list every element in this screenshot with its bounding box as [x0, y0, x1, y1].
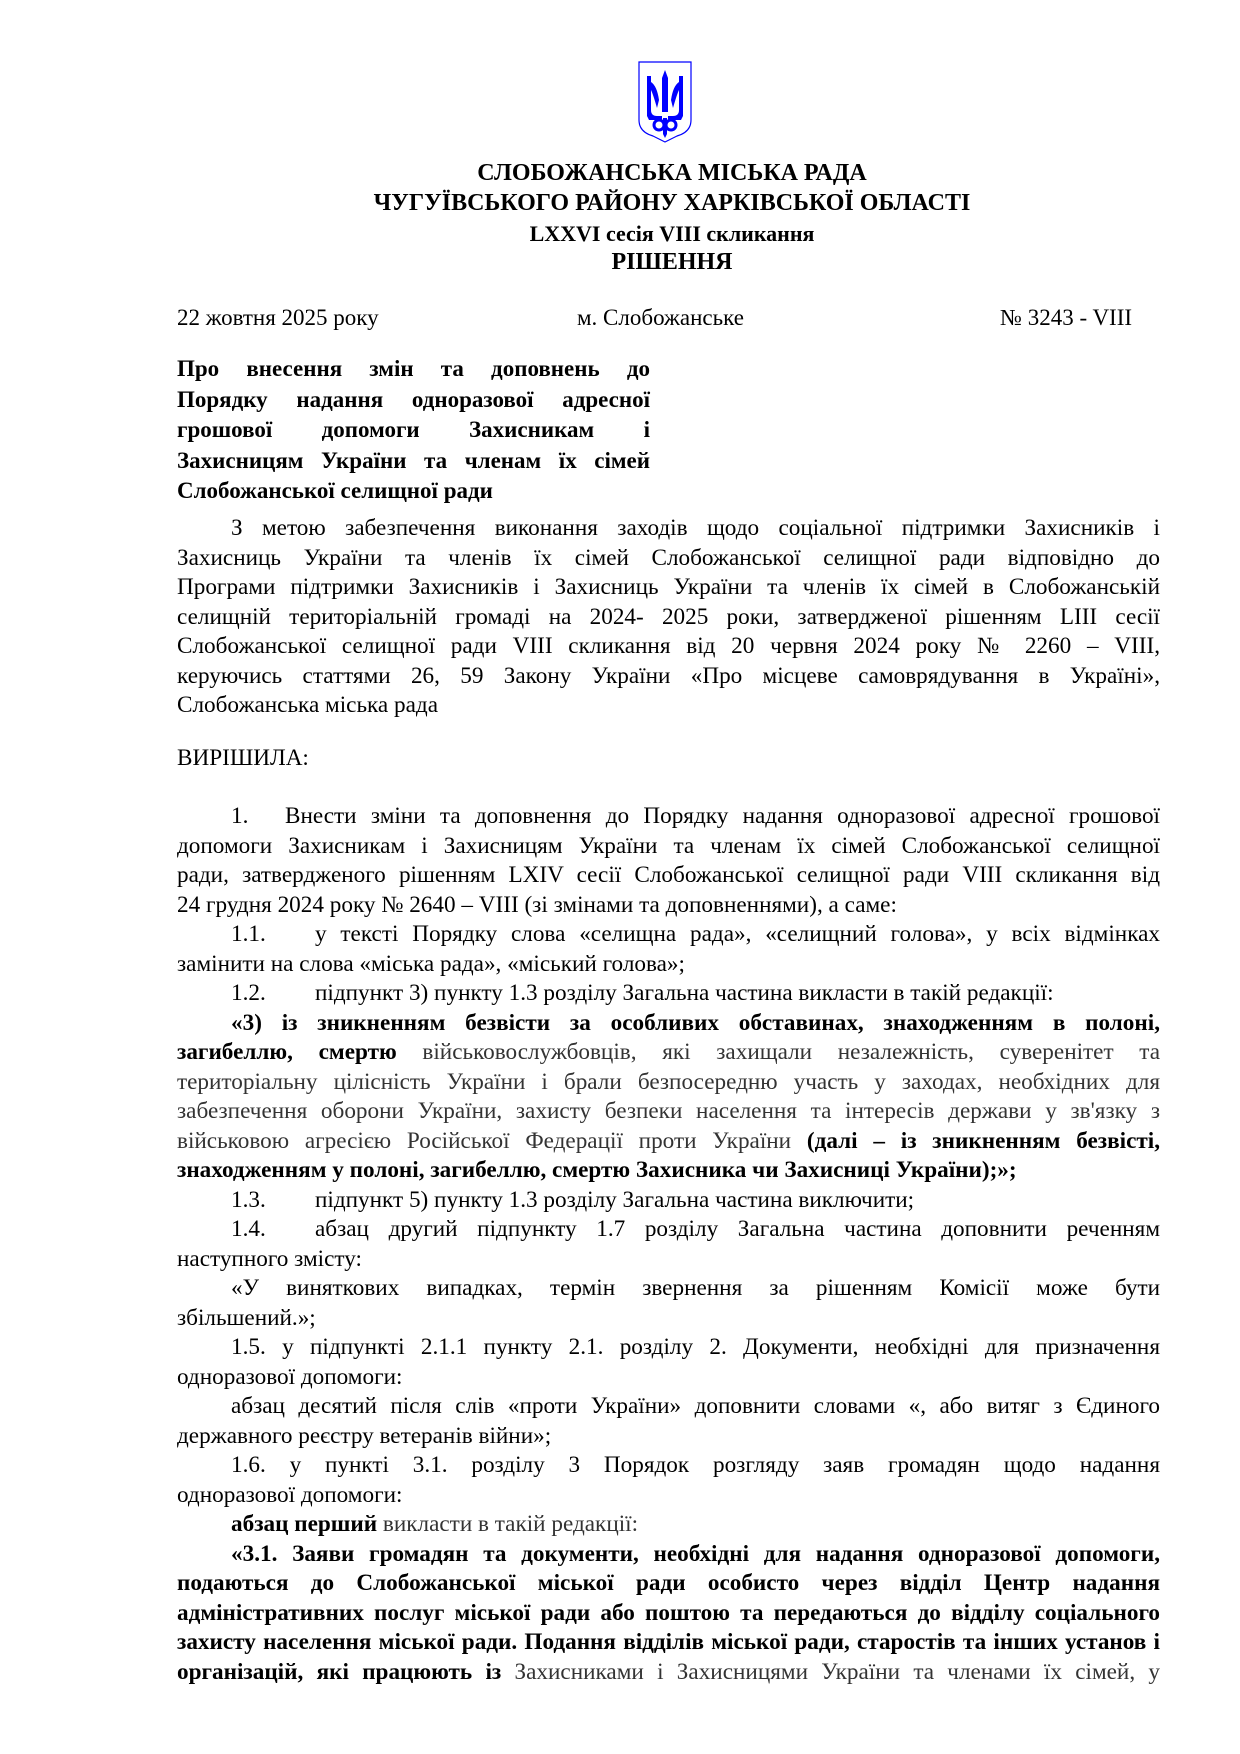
title-line: Порядку надання одноразової адресної: [177, 386, 650, 412]
quote-line: [177, 1038, 1160, 1068]
quote-line: «3.1. Заяви громадян та документи, необхідні для надання одноразової допомоги,: [231, 1540, 1160, 1567]
item-text: у тексті Порядку слова «селищна рада», «селищний голова», у всіх відмінках: [315, 921, 1160, 947]
quote-line: подаються до Слобожанської міської ради особисто через відділ Центр надання: [177, 1570, 1160, 1596]
item-1-2-line: [177, 979, 1160, 1009]
decision-title: [177, 354, 650, 507]
preamble-line: Програми підтримки Захисників і Захисниць України та членів їх сімей в Слобожанській: [177, 574, 1160, 600]
preamble-line: Захисниць України та членів їх сімей Слобожанської селищної ради відповідно до: [177, 544, 1160, 571]
preamble-line: селищній територіальній громаді на 2024- 2025 роки, затвердженої рішенням LIII сесії: [177, 603, 1160, 630]
preamble-line: Слобожанська міська рада: [177, 692, 438, 718]
item-number: 1.3.: [231, 1186, 266, 1213]
item-1-1-line: замінити на слова «міська рада», «міський голова»;: [177, 950, 685, 977]
decision-place: м. Слобожанське: [577, 305, 744, 330]
council-name: СЛОБОЖАНСЬКА МІСЬКА РАДА: [477, 160, 867, 186]
item-1-3-line: [177, 1186, 1160, 1216]
item-text: підпункт 3) пункту 1.3 розділу Загальна частина викласти в такій редакції:: [315, 980, 1054, 1006]
item-text: Внести зміни та доповнення до Порядку надання одноразової адресної грошової: [285, 803, 1160, 829]
decision-date: 22 жовтня 2025 року: [177, 305, 379, 330]
item-number: 1.2.: [231, 980, 266, 1006]
item-1-6-line: одноразової допомоги:: [177, 1481, 403, 1508]
quote-line: «3) із зникненням безвісти за особливих обставинах, знаходженням в полоні,: [231, 1009, 1160, 1036]
quote-light-fragment: військовою агресією Російської Федерації проти України: [177, 1127, 807, 1154]
title-line: Захисницям України та членам їх сімей: [177, 447, 650, 473]
item-number: 1.1.: [231, 921, 266, 947]
quote-bold-fragment: загибеллю, смертю: [177, 1039, 397, 1065]
document-type: РІШЕННЯ: [611, 249, 733, 275]
item-1-5-line: державного реєстру ветеранів війни»;: [177, 1422, 552, 1449]
item-line: 24 грудня 2024 року № 2640 – VIII (зі змінами та доповненнями), а саме:: [177, 891, 897, 918]
quote-line: захисту населення міської ради. Подання відділів міської ради, старостів та інших установ і: [177, 1629, 1160, 1655]
light-fragment: Захисниками і Захисницями України та членами їх сімей, у: [501, 1658, 1160, 1685]
item-line: [177, 802, 1160, 832]
preamble-line: Слобожанської селищної ради VIII скликання від 20 червня 2024 року № 2260 – VIII,: [177, 633, 1160, 659]
quote-line: [177, 1658, 1160, 1688]
bold-fragment: абзац перший: [231, 1511, 378, 1537]
item-line: ради, затвердженого рішенням LXIV сесії Слобожанської селищної ради VIII скликання від: [177, 862, 1160, 888]
item-1-5-line: 1.5. у підпункті 2.1.1 пункту 2.1. розділу 2. Документи, необхідні для призначення: [231, 1334, 1160, 1360]
title-line: Про внесення змін та доповнень до: [177, 356, 650, 381]
item-1-4-line: наступного змісту:: [177, 1245, 362, 1272]
light-fragment: викласти в такій редакції:: [377, 1511, 639, 1537]
item-line: допомоги Захисникам і Захисницям України та членам їх сімей Слобожанської селищної: [177, 832, 1160, 859]
item-1-4-line: [177, 1215, 1160, 1245]
quote-line: територіальну цілісність України і брали безпосередню участь у заходах, необхідних для: [177, 1068, 1160, 1095]
item-text: підпункт 5) пункту 1.3 розділу Загальна частина виключити;: [315, 1186, 915, 1213]
quote-line: «У виняткових випадках, термін звернення за рішенням Комісії може бути: [231, 1275, 1160, 1301]
item-1-6-line: 1.6. у пункті 3.1. розділу 3 Порядок розгляду заяв громадян щодо надання: [231, 1452, 1160, 1478]
item-1-5-line: одноразової допомоги:: [177, 1363, 403, 1390]
resolved-label: ВИРІШИЛА:: [177, 745, 309, 771]
district-name: ЧУГУЇВСЬКОГО РАЙОНУ ХАРКІВСЬКОЇ ОБЛАСТІ: [373, 190, 971, 216]
item-1-5-line: абзац десятий після слів «проти України» доповнити словами «, або витяг з Єдиного: [231, 1393, 1160, 1419]
item-1: [177, 802, 1160, 1687]
quote-line: адміністративних послуг міської ради або поштою та передаються до відділу соціального: [177, 1599, 1160, 1626]
quote-line: [177, 1127, 1160, 1157]
session-label: LXXVI сесія VIII скликання: [529, 221, 815, 246]
item-text: абзац другий підпункту 1.7 розділу Загальна частина доповнити реченням: [315, 1216, 1160, 1242]
bold-fragment: організацій, які працюють із: [177, 1658, 502, 1685]
quote-line: забезпечення оборони України, захисту безпеки населення та інтересів держави у зв'язку з: [177, 1098, 1160, 1124]
item-1-6-line: [177, 1510, 1160, 1540]
coat-of-arms-icon: [637, 60, 693, 144]
resolved-heading: [177, 744, 1160, 774]
quote-line: знаходженням у полоні, загибеллю, смертю Захисника чи Захисниці України);»;: [177, 1157, 1017, 1183]
title-line: Слобожанської селищної ради: [177, 478, 493, 503]
item-number: 1.: [231, 803, 249, 829]
preamble-line: З метою забезпечення виконання заходів щодо соціальної підтримки Захисників і: [231, 515, 1160, 541]
preamble-line: керуючись статтями 26, 59 Закону України «Про місцеве самоврядування в Україні»,: [177, 662, 1160, 689]
item-number: 1.4.: [231, 1216, 266, 1242]
title-line: грошової допомоги Захисникам і: [177, 417, 650, 442]
quote-bold-fragment: (далі – із зникненням безвісті,: [806, 1127, 1160, 1154]
quote-light-fragment: військовослужбовців, які захищали незалежність, суверенітет та: [396, 1039, 1161, 1065]
decision-number: № 3243 - VIII: [1000, 305, 1133, 330]
quote-line: збільшений.»;: [177, 1304, 316, 1331]
item-1-1-line: [177, 920, 1160, 950]
preamble: [177, 514, 1160, 721]
